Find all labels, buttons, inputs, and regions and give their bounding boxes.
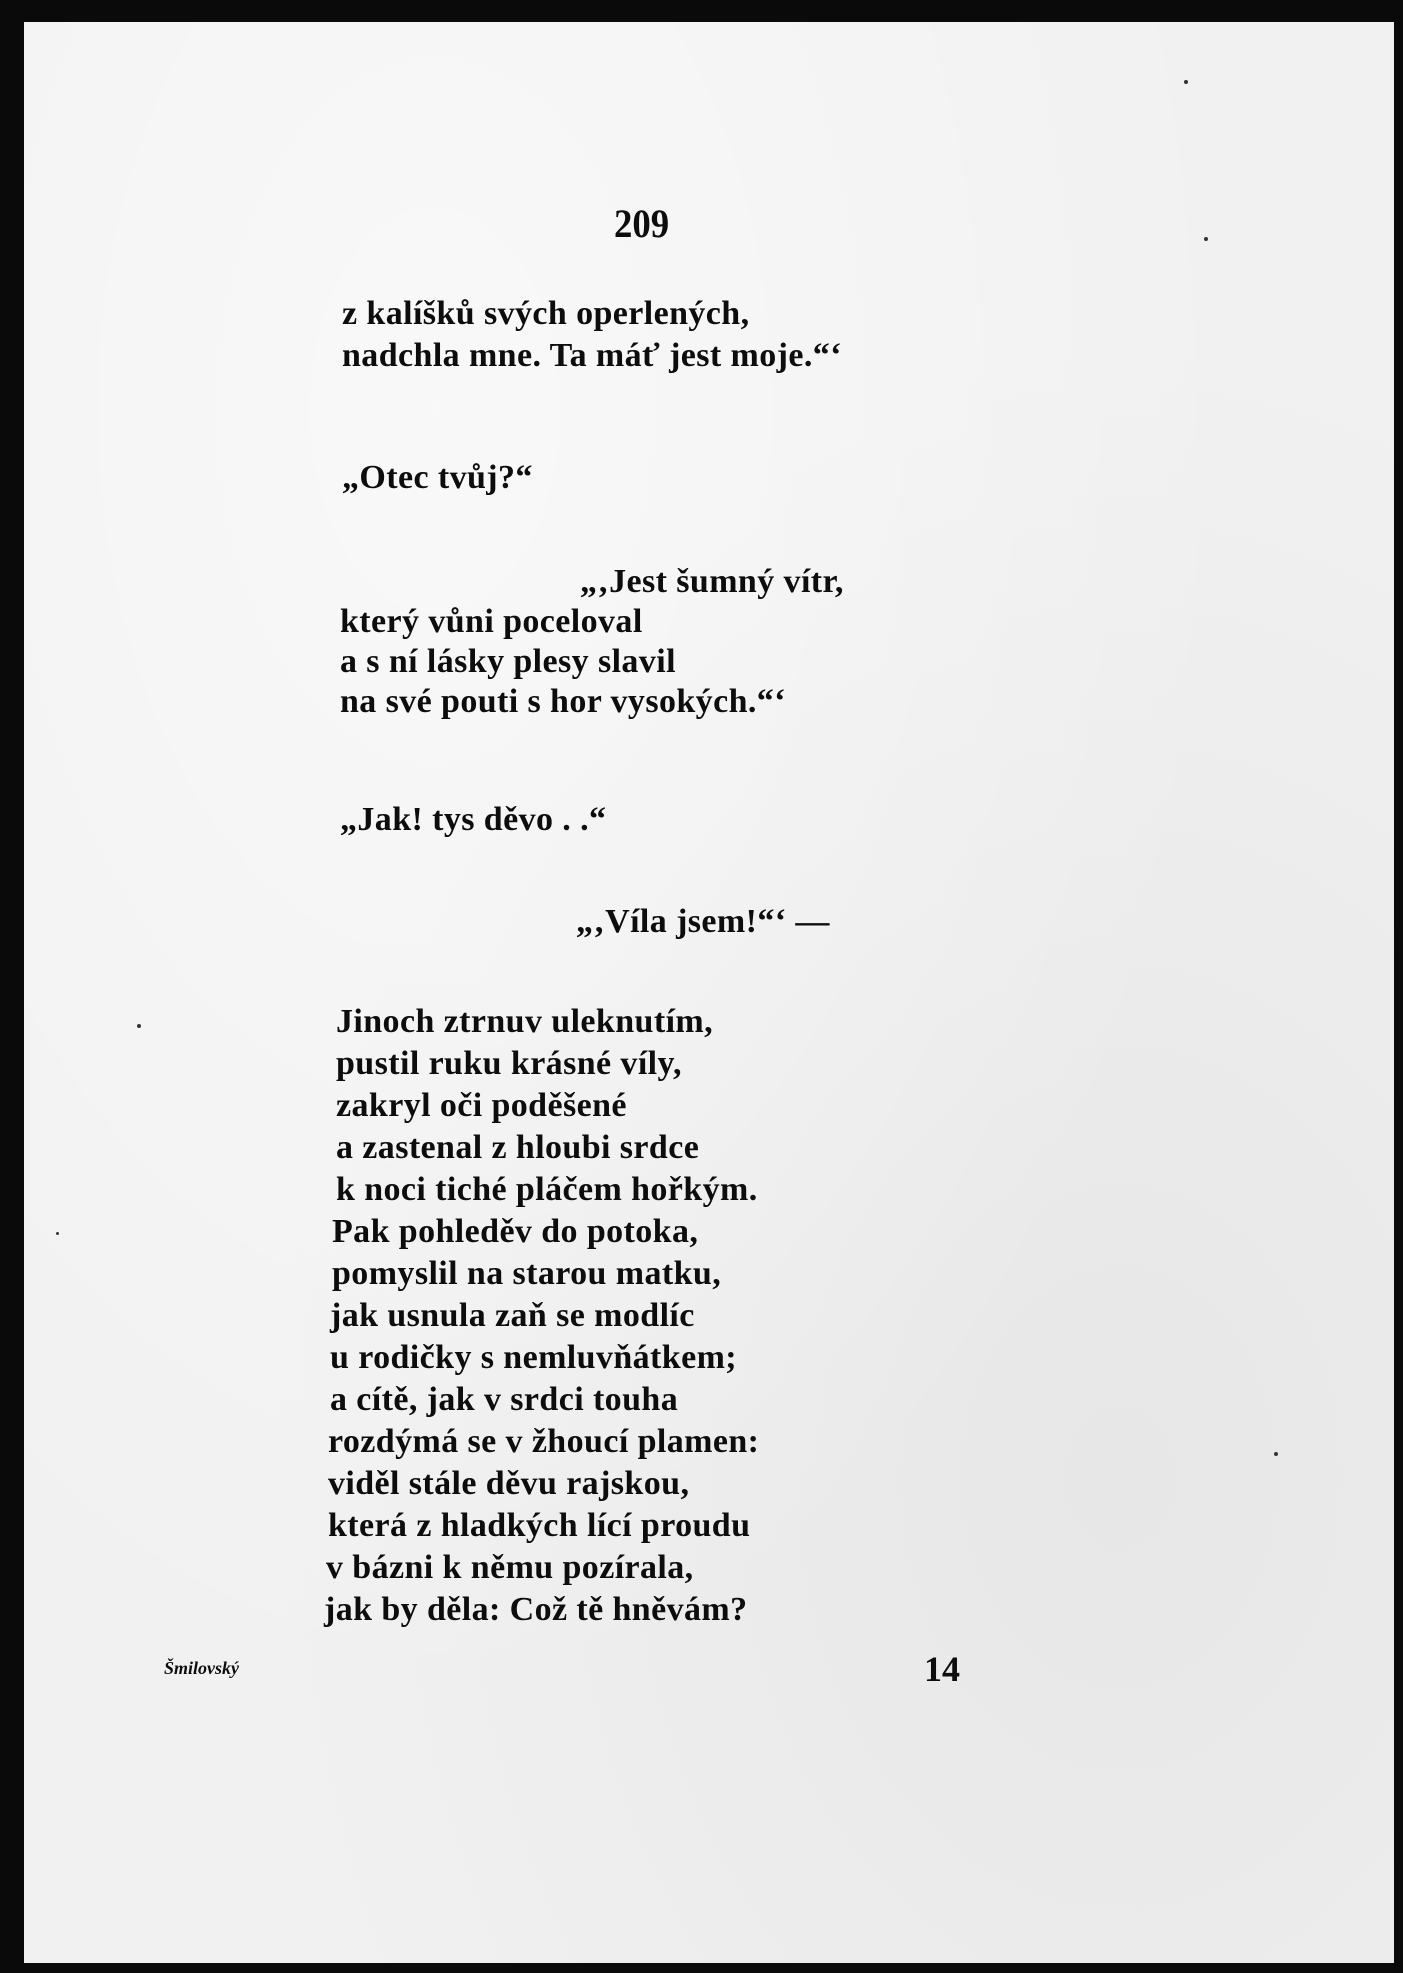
text-line: rozdýmá se v žhoucí plamen:	[328, 1423, 760, 1460]
scan-speck	[56, 1232, 59, 1235]
text-line: u rodičky s nemluvňátkem;	[330, 1339, 738, 1376]
text-line: na své pouti s hor vysokých.“‘	[340, 683, 786, 720]
text-line: „Jak! tys děvo . .“	[340, 801, 607, 838]
text-line: „Otec tvůj?“	[342, 459, 533, 496]
text-line: jak by děla: Což tě hněvám?	[324, 1591, 748, 1628]
text-line: jak usnula zaň se modlíc	[330, 1297, 695, 1334]
text-line: viděl stále děvu rajskou,	[328, 1465, 690, 1502]
signature-number: 14	[924, 1649, 960, 1689]
text-line: a zastenal z hloubi srdce	[336, 1129, 700, 1166]
text-line: která z hladkých lící proudu	[328, 1507, 751, 1544]
scan-speck	[1184, 80, 1188, 84]
text-line: pomyslil na starou matku,	[332, 1255, 722, 1292]
text-line: v bázni k němu pozírala,	[326, 1549, 694, 1586]
footer-signature: Šmilovský	[164, 1658, 239, 1678]
text-line: „‚Víla jsem!“‘ —	[576, 903, 830, 940]
text-line: pustil ruku krásné víly,	[336, 1045, 682, 1082]
page-number: 209	[614, 201, 670, 246]
text-line: „‚Jest šumný vítr,	[580, 563, 844, 600]
text-line: Pak pohleděv do potoka,	[332, 1213, 699, 1250]
text-line: který vůni poceloval	[340, 603, 643, 640]
book-page	[24, 22, 1394, 1963]
text-line: a cítě, jak v srdci touha	[330, 1381, 679, 1418]
text-line: z kalíšků svých operlených,	[342, 295, 750, 332]
text-line: nadchla mne. Ta máť jest moje.“‘	[342, 337, 842, 374]
scan-speck	[1274, 1452, 1278, 1456]
text-line: k noci tiché pláčem hořkým.	[336, 1171, 758, 1208]
scan-speck	[1204, 237, 1208, 241]
text-line: Jinoch ztrnuv uleknutím,	[336, 1003, 714, 1040]
text-line: a s ní lásky plesy slavil	[340, 643, 676, 680]
scan-speck	[137, 1024, 141, 1028]
text-line: zakryl oči poděšené	[336, 1087, 627, 1124]
